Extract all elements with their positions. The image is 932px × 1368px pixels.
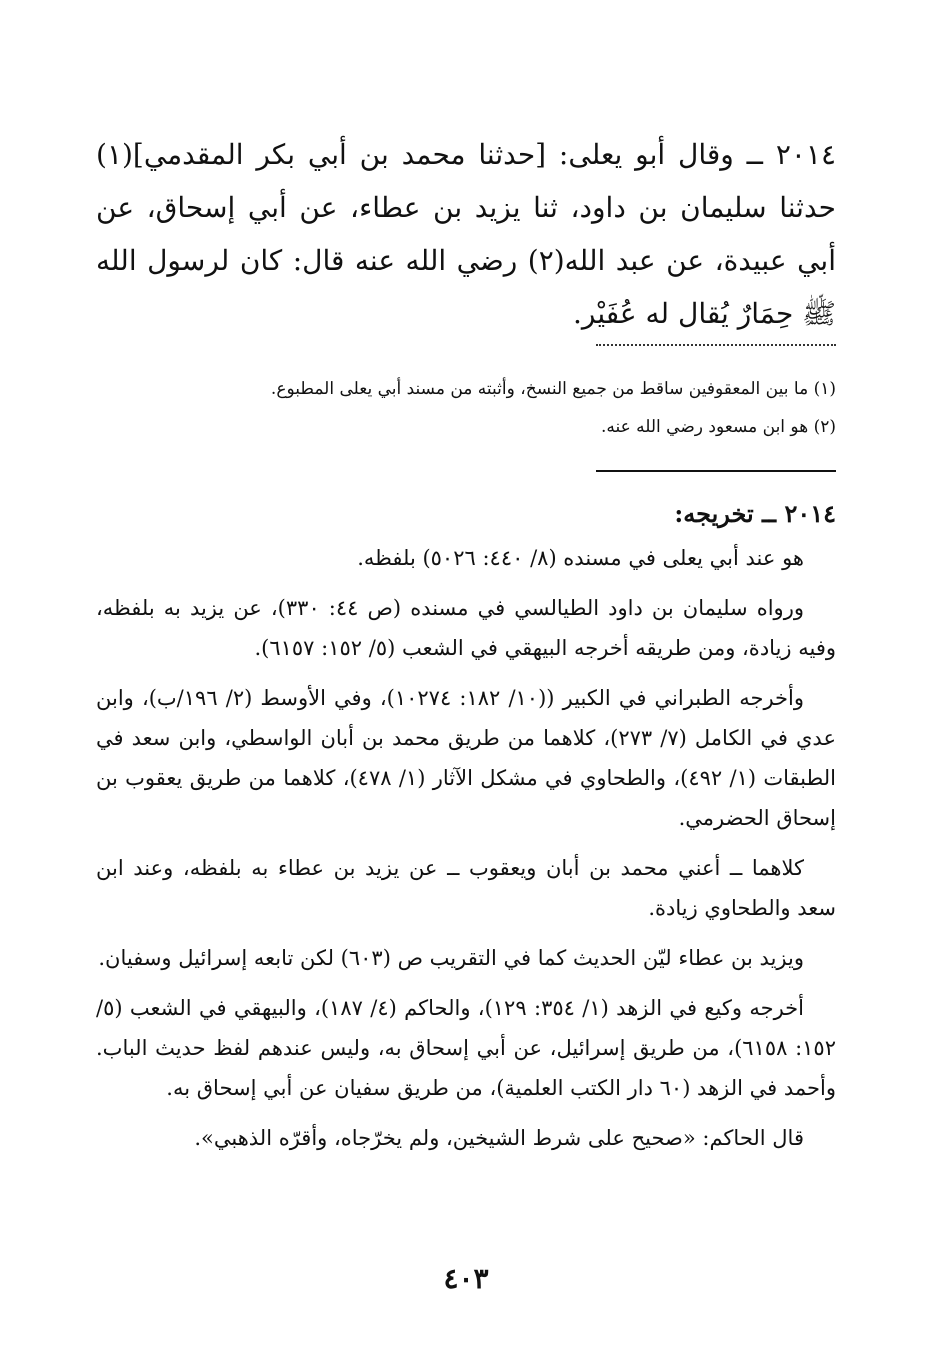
takhrij-paragraph: ويزيد بن عطاء ليّن الحديث كما في التقريب ص (٦٠٣) لكن تابعه إسرائيل وسفيان. <box>98 946 804 970</box>
footnote-separator <box>596 344 836 346</box>
section-divider <box>596 470 836 472</box>
footnotes <box>96 374 836 450</box>
page-number: ٤٠٣ <box>443 1262 489 1295</box>
hadith-paragraph: ٢٠١٤ ــ وقال أبو يعلى: [حدثنا محمد بن أبي بكر المقدمي](١) حدثنا سليمان بن داود، ثنا يزيد بن عطاء، عن أبي إسحاق، عن أبي عبيدة، عن عبد الله(٢) رضي الله عنه قال: كان لرسول الله ﷺ حِمَارٌ يُقال له عُفَيْر. <box>96 138 836 330</box>
takhrij-paragraph: أخرجه وكيع في الزهد (١/ ٣٥٤: ١٢٩)، والحاكم (٤/ ١٨٧)، والبيهقي في الشعب (٥/ ١٥٢: ٦١٥٨)، من طريق إسرائيل، عن أبي إسحاق به، وليس عندهم لفظ حديث الباب. وأحمد في الزهد (٦٠ دار الكتب العلمية)، من طريق سفيان عن أبي إسحاق به. <box>96 996 836 1100</box>
takhrij-paragraph: كلاهما ــ أعني محمد بن أبان ويعقوب ــ عن يزيد بن عطاء به بلفظه، وعند ابن سعد والطحاوي زيادة. <box>96 856 836 920</box>
hadith-text <box>96 128 836 340</box>
takhrij-paragraph: قال الحاكم: «صحيح على شرط الشيخين، ولم يخرّجاه، وأقرّه الذهبي». <box>194 1126 804 1150</box>
footnote-2: (٢) هو ابن مسعود رضي الله عنه. <box>600 417 836 437</box>
takhrij-section <box>96 494 836 1168</box>
takhrij-paragraph: هو عند أبي يعلى في مسنده (٨/ ٤٤٠: ٥٠٢٦) بلفظه. <box>357 546 804 570</box>
takhrij-heading: ٢٠١٤ ــ تخريجه: <box>674 499 836 528</box>
footnote-1: (١) ما بين المعقوفين ساقط من جميع النسخ، وأثبته من مسند أبي يعلى المطبوع. <box>270 379 836 399</box>
takhrij-paragraph: وأخرجه الطبراني في الكبير ((١٠/ ١٨٢: ١٠٢٧٤)، وفي الأوسط (٢/ ١٩٦/ب)، وابن عدي في الكامل (٧/ ٢٧٣)، كلاهما من طريق محمد بن أبان الواسطي، وابن سعد في الطبقات (١/ ٤٩٢)، والطحاوي في مشكل الآثار (١/ ٤٧٨)، كلاهما من طريق يعقوب بن إسحاق الحضرمي. <box>96 686 836 830</box>
takhrij-paragraph: ورواه سليمان بن داود الطيالسي في مسنده (ص ٤٤: ٣٣٠)، عن يزيد به بلفظه، وفيه زيادة، ومن طريقه أخرجه البيهقي في الشعب (٥/ ١٥٢: ٦١٥٧). <box>96 596 836 660</box>
